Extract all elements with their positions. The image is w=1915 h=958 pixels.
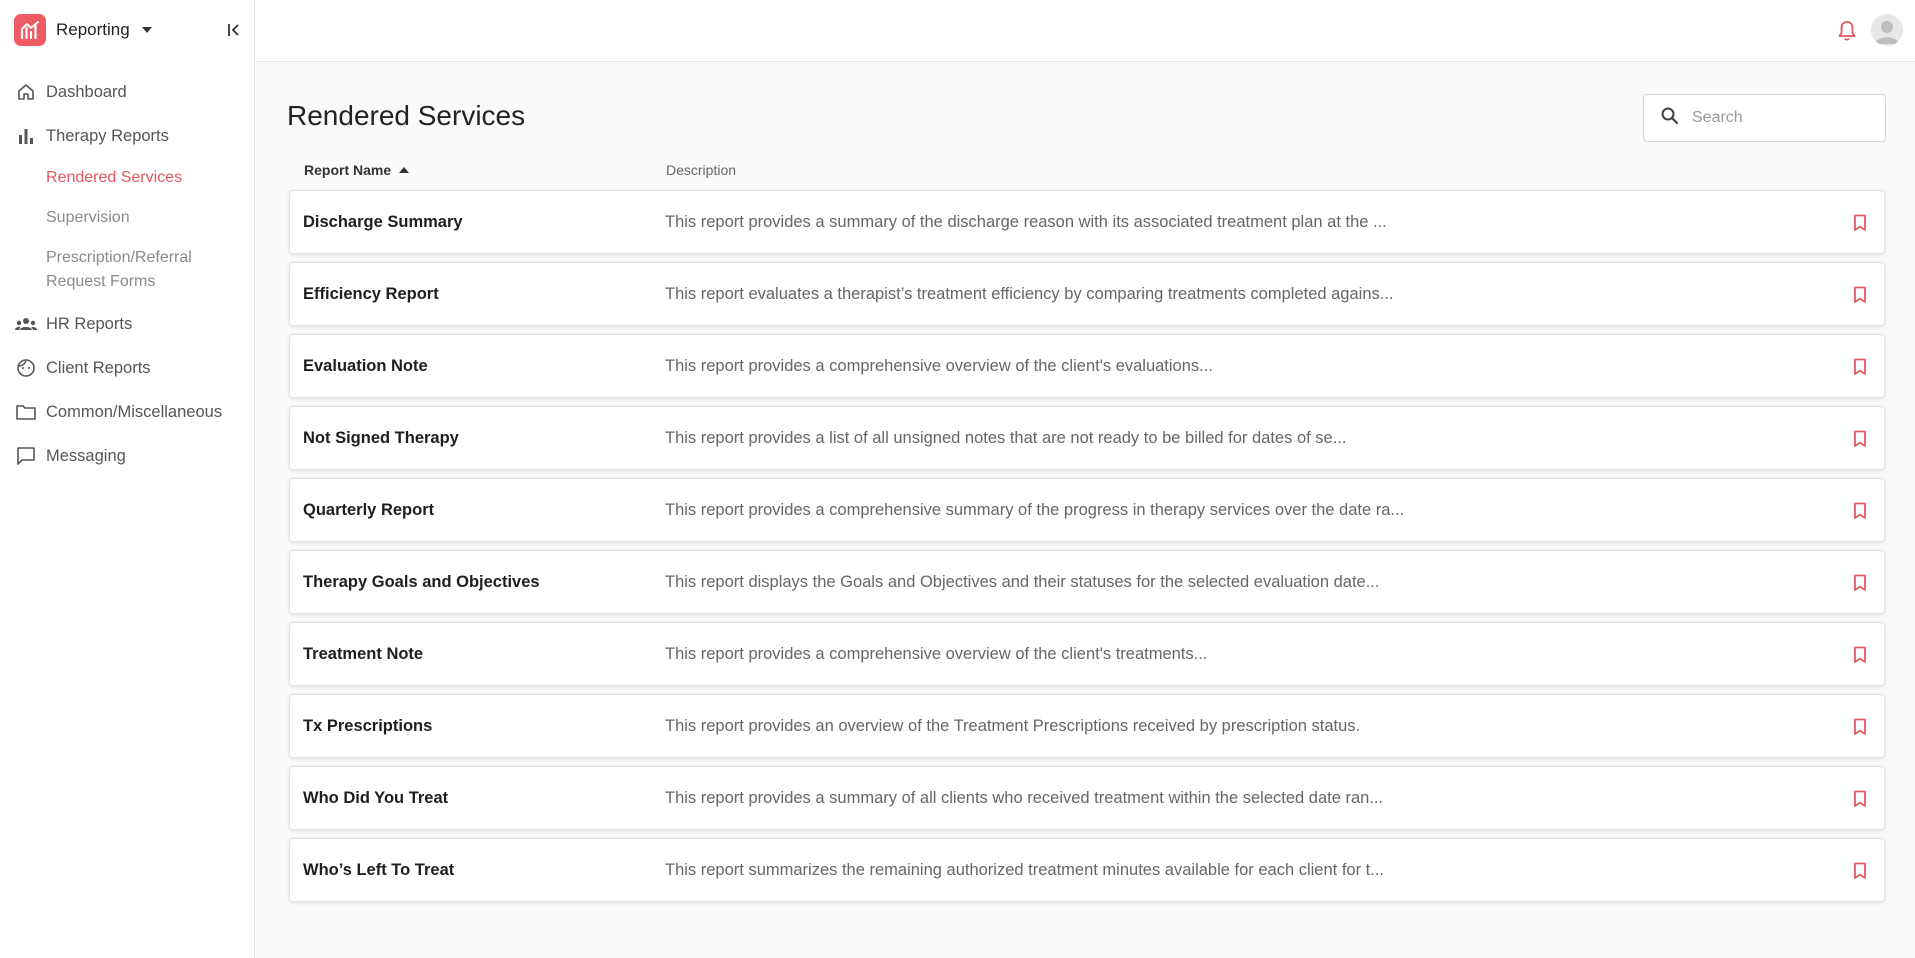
bookmark-icon[interactable] [1850,500,1870,522]
report-name: Quarterly Report [303,501,435,519]
report-name: Not Signed Therapy [303,429,459,447]
report-description: This report provides a summary of the discharge reason with its associated treatment plan at the ... [665,213,1387,231]
bookmark-icon[interactable] [1850,284,1870,306]
report-name: Discharge Summary [303,213,463,231]
search-icon [1660,106,1680,131]
table-header [290,160,1884,182]
report-name: Therapy Goals and Objectives [303,573,540,591]
sidebar [0,0,255,958]
report-row[interactable] [289,262,1885,326]
caret-down-icon [142,27,152,33]
collapse-icon [226,22,242,38]
report-row[interactable] [289,550,1885,614]
report-description: This report provides a comprehensive overview of the client's treatments... [665,645,1208,663]
app-switcher[interactable] [14,14,152,46]
report-row[interactable] [289,694,1885,758]
report-name: Efficiency Report [303,285,439,303]
report-description: This report provides a comprehensive summary of the progress in therapy services over the date ra... [665,501,1405,519]
search-box [1643,94,1886,142]
report-list [289,190,1885,910]
user-avatar-icon[interactable] [1871,14,1903,46]
sidebar-item-label: HR Reports [46,314,133,333]
sidebar-item-therapy-reports[interactable] [0,114,254,158]
column-header-description: Description [666,162,737,178]
sidebar-subitem-rendered-services[interactable]: Rendered Services [46,169,183,186]
bookmark-icon[interactable] [1850,860,1870,882]
report-row[interactable] [289,478,1885,542]
bookmark-icon[interactable] [1850,572,1870,594]
sidebar-item-label: Client Reports [46,358,151,377]
bookmark-icon[interactable] [1850,212,1870,234]
report-description: This report provides a comprehensive overview of the client's evaluations... [665,357,1213,375]
bookmark-icon[interactable] [1850,788,1870,810]
report-name: Who Did You Treat [303,789,449,807]
sidebar-nav [0,70,254,478]
bar-chart-icon [14,124,38,148]
report-description: This report provides a summary of all clients who received treatment within the selected date ran... [665,789,1384,807]
people-icon [14,312,38,336]
sidebar-item-label: Therapy Reports [46,126,169,145]
column-header-label: Report Name [304,162,392,178]
sidebar-subitem-supervision[interactable]: Supervision [46,209,130,226]
app-name: Reporting [56,20,130,39]
report-description: This report provides an overview of the Treatment Prescriptions received by prescription status. [665,717,1361,735]
bookmark-icon[interactable] [1850,428,1870,450]
sidebar-item-label: Messaging [46,446,126,465]
sidebar-item-label: Dashboard [46,82,127,101]
bookmark-icon[interactable] [1850,716,1870,738]
bell-icon[interactable] [1835,19,1859,43]
report-description: This report summarizes the remaining authorized treatment minutes available for each client for t... [665,861,1384,879]
sidebar-subitem-prescription-referral[interactable]: Prescription/Referral Request Forms [46,249,192,290]
home-icon [14,80,38,104]
collapse-sidebar-button[interactable] [224,20,244,40]
sidebar-item-common-miscellaneous[interactable] [0,390,254,434]
chat-icon [14,444,38,468]
sidebar-item-dashboard[interactable] [0,70,254,114]
sidebar-item-client-reports[interactable] [0,346,254,390]
report-row[interactable] [289,334,1885,398]
column-header-report-name[interactable] [304,162,409,178]
sort-ascending-icon [399,167,409,173]
folder-icon [14,400,38,424]
sidebar-item-label: Common/Miscellaneous [46,402,223,421]
reporting-logo-icon [14,14,46,46]
bookmark-icon[interactable] [1850,644,1870,666]
report-row[interactable] [289,622,1885,686]
report-description: This report displays the Goals and Objectives and their statuses for the selected evaluation date... [665,573,1380,591]
report-row[interactable] [289,406,1885,470]
report-name: Evaluation Note [303,357,428,375]
report-name: Tx Prescriptions [303,717,433,735]
report-row[interactable] [289,190,1885,254]
report-description: This report evaluates a therapist’s treatment efficiency by comparing treatments completed agains... [665,285,1394,303]
report-row[interactable] [289,766,1885,830]
sidebar-item-messaging[interactable] [0,434,254,478]
report-row[interactable] [289,838,1885,902]
report-description: This report provides a list of all unsigned notes that are not ready to be billed for dates of se... [665,429,1347,447]
top-bar [255,0,1915,62]
report-name: Treatment Note [303,645,424,663]
sidebar-item-hr-reports[interactable] [0,302,254,346]
report-name: Who’s Left To Treat [303,861,455,879]
face-icon [14,356,38,380]
bookmark-icon[interactable] [1850,356,1870,378]
page-title: Rendered Services [287,100,526,131]
search-input[interactable] [1692,109,1862,127]
